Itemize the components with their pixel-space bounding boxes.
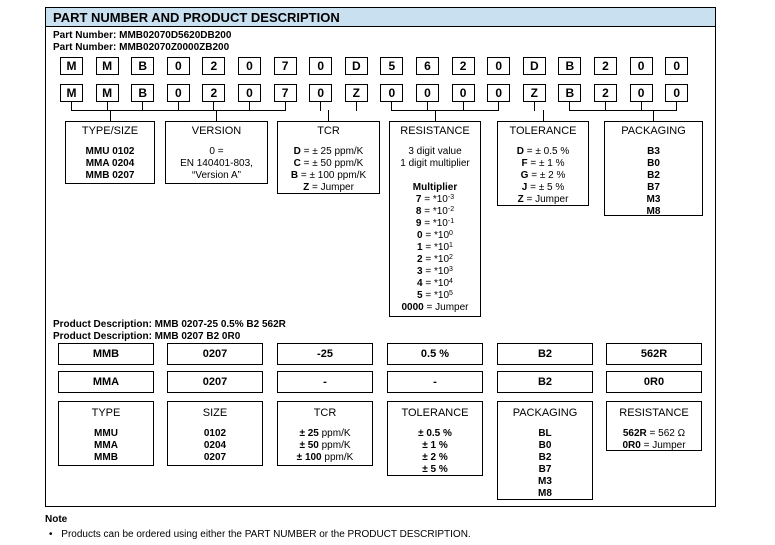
value-line: ± 5 %: [422, 464, 448, 475]
value-line: M3: [538, 476, 552, 487]
pn-cell-row1: 2: [452, 57, 475, 75]
pn-cell-row2: 7: [274, 84, 297, 102]
value-line: M3: [646, 194, 661, 205]
value-key: D: [516, 146, 524, 157]
bullet-icon: •: [49, 529, 53, 540]
value-key: ± 50: [299, 440, 319, 451]
bracket-tick: [285, 102, 286, 110]
multiplier-line: [390, 242, 480, 254]
pn-cell-row2: 0: [380, 84, 403, 102]
pn-cell-row2: 2: [202, 84, 225, 102]
pn-cell-row1: 2: [202, 57, 225, 75]
multiplier-exponent: 3: [449, 266, 453, 273]
multiplier-exponent: -1: [447, 218, 455, 225]
pd-tcr-title: TCR: [313, 407, 337, 419]
value-line: 1 digit multiplier: [400, 158, 470, 169]
value-line: B2: [647, 170, 660, 181]
pn-cell-row2: M: [96, 84, 119, 102]
value-line: [498, 158, 588, 170]
value-text: = 562 Ω: [646, 428, 686, 439]
pd-tolerance-title: TOLERANCE: [401, 407, 469, 419]
bracket-tick: [142, 102, 143, 110]
value-text: ppm/K: [318, 440, 351, 451]
multiplier-key: 3: [417, 266, 423, 277]
value-line: [278, 452, 372, 464]
pd-value-row2: -: [387, 371, 483, 393]
pn-cell-row1: 0: [238, 57, 261, 75]
bracket-tick: [391, 102, 392, 110]
pd-tcr-values: [278, 428, 372, 464]
bracket-tick: [107, 102, 108, 110]
multiplier-line: [390, 254, 480, 266]
bracket-stem: [110, 110, 111, 121]
bracket-tick: [569, 102, 570, 110]
value-line: [498, 146, 588, 158]
pd-value-row1: 0207: [167, 343, 263, 365]
pd-size-title: SIZE: [202, 407, 228, 419]
packaging-box: [604, 121, 703, 216]
pn-cell-row1: 0: [630, 57, 653, 75]
value-line: MMU: [94, 428, 118, 439]
bracket-line: [71, 110, 286, 111]
value-text: = ± 0.5 %: [524, 146, 570, 157]
value-key: Z: [517, 194, 524, 205]
pn-cell-row1: 2: [594, 57, 617, 75]
bracket-stem: [216, 110, 217, 121]
value-line: B2: [538, 452, 552, 463]
multiplier-key: 5: [417, 290, 423, 301]
bracket-tick: [605, 102, 606, 110]
pn-cell-row1: 0: [167, 57, 190, 75]
pn-cell-row1: 0: [665, 57, 688, 75]
bracket-tick: [463, 102, 464, 110]
pn-cell-row1: 7: [274, 57, 297, 75]
pd-resistance-title: RESISTANCE: [619, 407, 689, 419]
pn-cell-row2: 0: [487, 84, 510, 102]
multiplier-key: 7: [415, 194, 422, 205]
section-header: PART NUMBER AND PRODUCT DESCRIPTION: [45, 7, 716, 27]
value-line: ± 2 %: [422, 452, 448, 463]
pn-cell-row2: 2: [594, 84, 617, 102]
bracket-line: [534, 110, 535, 111]
bracket-tick: [320, 102, 321, 110]
multiplier-key: 8: [415, 206, 422, 217]
value-key: C: [293, 158, 301, 169]
multiplier-text: = *10: [422, 254, 450, 265]
multiplier-text: = *10: [421, 206, 448, 217]
value-line: BL: [538, 428, 552, 439]
pd-value-row1: 0.5 %: [387, 343, 483, 365]
value-key: F: [521, 158, 528, 169]
bracket-stem: [653, 110, 654, 121]
value-line: MMB: [94, 452, 118, 463]
multiplier-text: = *10: [422, 266, 450, 277]
pn-cell-row1: M: [60, 57, 83, 75]
bracket-stem: [435, 110, 436, 121]
pd-type-box: [58, 401, 154, 466]
part-number-2: Part Number: MMB02070Z0000ZB200: [53, 42, 230, 53]
pn-cell-row2: Z: [345, 84, 368, 102]
resistance-box: [389, 121, 481, 317]
value-line: [607, 440, 701, 452]
tolerance-box: [497, 121, 589, 206]
bracket-tick: [641, 102, 642, 110]
multiplier-line: [390, 206, 480, 218]
value-text: = ± 100 ppm/K: [298, 170, 367, 181]
pn-cell-row2: B: [558, 84, 581, 102]
bracket-tick: [71, 102, 72, 110]
value-text: = ± 50 ppm/K: [300, 158, 364, 169]
multiplier-exponent: 5: [449, 290, 453, 297]
value-line: [278, 440, 372, 452]
value-line: 0204: [203, 440, 227, 451]
value-line: M8: [646, 206, 661, 217]
bracket-line: [569, 110, 677, 111]
value-line: [498, 170, 588, 182]
pn-cell-row2: 0: [238, 84, 261, 102]
value-text: = ± 25 ppm/K: [300, 146, 364, 157]
packaging-title: PACKAGING: [621, 125, 686, 137]
value-line: 0102: [203, 428, 227, 439]
bracket-line: [356, 110, 357, 111]
version-title: VERSION: [191, 125, 242, 137]
packaging-values: [605, 146, 702, 218]
pn-cell-row1: 5: [380, 57, 403, 75]
pn-cell-row2: B: [131, 84, 154, 102]
multiplier-text: = *10: [422, 230, 450, 241]
value-key: G: [520, 170, 529, 181]
jumper-key: 0000: [401, 302, 424, 313]
pn-cell-row1: B: [131, 57, 154, 75]
pn-cell-row1: 0: [309, 57, 332, 75]
pd-type-title: TYPE: [91, 407, 121, 419]
value-line: [278, 158, 379, 170]
resistance-values: [390, 146, 480, 314]
pn-cell-row1: B: [558, 57, 581, 75]
multiplier-line: [390, 290, 480, 302]
pn-cell-row2: 0: [630, 84, 653, 102]
pd-value-row1: -25: [277, 343, 373, 365]
value-line: 3 digit value: [408, 146, 462, 157]
value-line: [498, 182, 588, 194]
value-key: B: [290, 170, 299, 181]
bracket-stem: [543, 110, 544, 121]
tolerance-title: TOLERANCE: [509, 125, 577, 137]
bracket-tick: [534, 102, 535, 110]
value-key: 562R: [622, 428, 647, 439]
multiplier-text: = *10: [421, 218, 448, 229]
jumper-text: = Jumper: [423, 302, 469, 313]
value-line: [278, 170, 379, 182]
value-line: [278, 146, 379, 158]
multiplier-key: 9: [415, 218, 422, 229]
type-size-title: TYPE/SIZE: [81, 125, 139, 137]
value-text: = Jumper: [523, 194, 569, 205]
multiplier-key: 2: [417, 254, 423, 265]
tolerance-values: [498, 146, 588, 206]
pn-cell-row2: Z: [523, 84, 546, 102]
multiplier-exponent: 2: [449, 254, 453, 261]
version-values: [166, 146, 267, 182]
value-line: B7: [538, 464, 552, 475]
pn-cell-row1: D: [523, 57, 546, 75]
multiplier-line: [390, 278, 480, 290]
note-title: Note: [45, 514, 68, 525]
value-key: 0R0: [622, 440, 641, 451]
value-text: = Jumper: [640, 440, 686, 451]
multiplier-text: = *10: [422, 278, 450, 289]
bracket-tick: [249, 102, 250, 110]
jumper-line: [390, 302, 480, 314]
pn-cell-row1: 6: [416, 57, 439, 75]
pd-packaging-values: [498, 428, 592, 500]
multiplier-key: 1: [417, 242, 423, 253]
value-line: “Version A”: [192, 170, 241, 181]
value-key: J: [521, 182, 528, 193]
bracket-tick: [178, 102, 179, 110]
multiplier-label: Multiplier: [412, 182, 458, 193]
value-text: ppm/K: [318, 428, 351, 439]
pd-value-row1: 562R: [606, 343, 702, 365]
pd-tolerance-values: [388, 428, 482, 476]
value-line: B3: [647, 146, 660, 157]
value-line: B0: [647, 158, 660, 169]
value-key: D: [293, 146, 301, 157]
value-line: [278, 428, 372, 440]
value-line: [607, 428, 701, 440]
value-line: ± 0.5 %: [418, 428, 452, 439]
pd-type-values: [59, 428, 153, 464]
pd-value-row1: B2: [497, 343, 593, 365]
multiplier-exponent: 1: [449, 242, 453, 249]
value-line: B0: [538, 440, 552, 451]
pd-resistance-box: [606, 401, 702, 451]
multiplier-exponent: -2: [447, 206, 455, 213]
value-line: MMA: [94, 440, 118, 451]
multiplier-exponent: 0: [449, 230, 453, 237]
part-number-1: Part Number: MMB02070D5620DB200: [53, 30, 232, 41]
bracket-tick: [356, 102, 357, 110]
tcr-title: TCR: [317, 125, 340, 137]
pn-cell-row1: M: [96, 57, 119, 75]
value-key: Z: [303, 182, 310, 193]
pd-tcr-box: [277, 401, 373, 466]
value-text: ppm/K: [321, 452, 354, 463]
pd-resistance-values: [607, 428, 701, 452]
value-text: = Jumper: [309, 182, 354, 193]
value-line: [498, 194, 588, 206]
multiplier-line: [390, 194, 480, 206]
resistance-title: RESISTANCE: [400, 125, 470, 137]
pd-value-row2: 0R0: [606, 371, 702, 393]
tcr-values: [278, 146, 379, 194]
pd-size-values: [168, 428, 262, 464]
type-size-values: [66, 146, 154, 182]
note-text: Products can be ordered using either the PART NUMBER or the PRODUCT DESCRIPTION.: [61, 529, 471, 540]
value-line: ± 1 %: [422, 440, 448, 451]
type-size-box: [65, 121, 155, 184]
bracket-tick: [427, 102, 428, 110]
bracket-tick: [676, 102, 677, 110]
tcr-box: [277, 121, 380, 194]
pd-value-row2: B2: [497, 371, 593, 393]
value-line: MMA 0204: [85, 158, 135, 169]
product-description-1: Product Description: MMB 0207-25 0.5% B2 562R: [53, 319, 286, 330]
value-line: MMU 0102: [85, 146, 135, 157]
product-description-2: Product Description: MMB 0207 B2 0R0: [53, 331, 241, 342]
multiplier-text: = *10: [422, 290, 450, 301]
pd-value-row2: 0207: [167, 371, 263, 393]
multiplier-text: = *10: [422, 242, 450, 253]
multiplier-key: 4: [417, 278, 423, 289]
multiplier-text: = *10: [421, 194, 448, 205]
value-line: 0 =: [209, 146, 224, 157]
multiplier-line: [390, 218, 480, 230]
value-text: = ± 1 %: [527, 158, 565, 169]
bracket-tick: [498, 102, 499, 110]
value-line: M8: [538, 488, 552, 499]
pn-cell-row1: 0: [487, 57, 510, 75]
pn-cell-row2: 0: [665, 84, 688, 102]
version-box: [165, 121, 268, 184]
value-key: ± 100: [296, 452, 322, 463]
value-text: = ± 5 %: [527, 182, 565, 193]
multiplier-exponent: -3: [447, 194, 455, 201]
pd-value-row2: MMA: [58, 371, 154, 393]
multiplier-line: [390, 230, 480, 242]
multiplier-line: [390, 266, 480, 278]
pn-cell-row2: 0: [309, 84, 332, 102]
pd-value-row2: -: [277, 371, 373, 393]
pn-cell-row2: 0: [452, 84, 475, 102]
value-line: MMB 0207: [85, 170, 135, 181]
value-text: = ± 2 %: [528, 170, 566, 181]
pd-value-row1: MMB: [58, 343, 154, 365]
note-bullet: [49, 529, 471, 540]
pn-cell-row2: 0: [416, 84, 439, 102]
pn-cell-row1: D: [345, 57, 368, 75]
multiplier-key: 0: [417, 230, 423, 241]
value-line: B7: [647, 182, 660, 193]
value-line: [278, 182, 379, 194]
value-line: 0207: [203, 452, 227, 463]
pd-packaging-title: PACKAGING: [512, 407, 578, 419]
value-line: EN 140401-803,: [180, 158, 253, 169]
bracket-line: [391, 110, 499, 111]
pd-packaging-box: [497, 401, 593, 500]
bracket-tick: [213, 102, 214, 110]
pn-cell-row2: M: [60, 84, 83, 102]
value-key: ± 25: [299, 428, 319, 439]
bracket-stem: [328, 110, 329, 121]
pd-size-box: [167, 401, 263, 466]
pn-cell-row2: 0: [167, 84, 190, 102]
bracket-line: [320, 110, 321, 111]
multiplier-exponent: 4: [449, 278, 453, 285]
pd-tolerance-box: [387, 401, 483, 476]
